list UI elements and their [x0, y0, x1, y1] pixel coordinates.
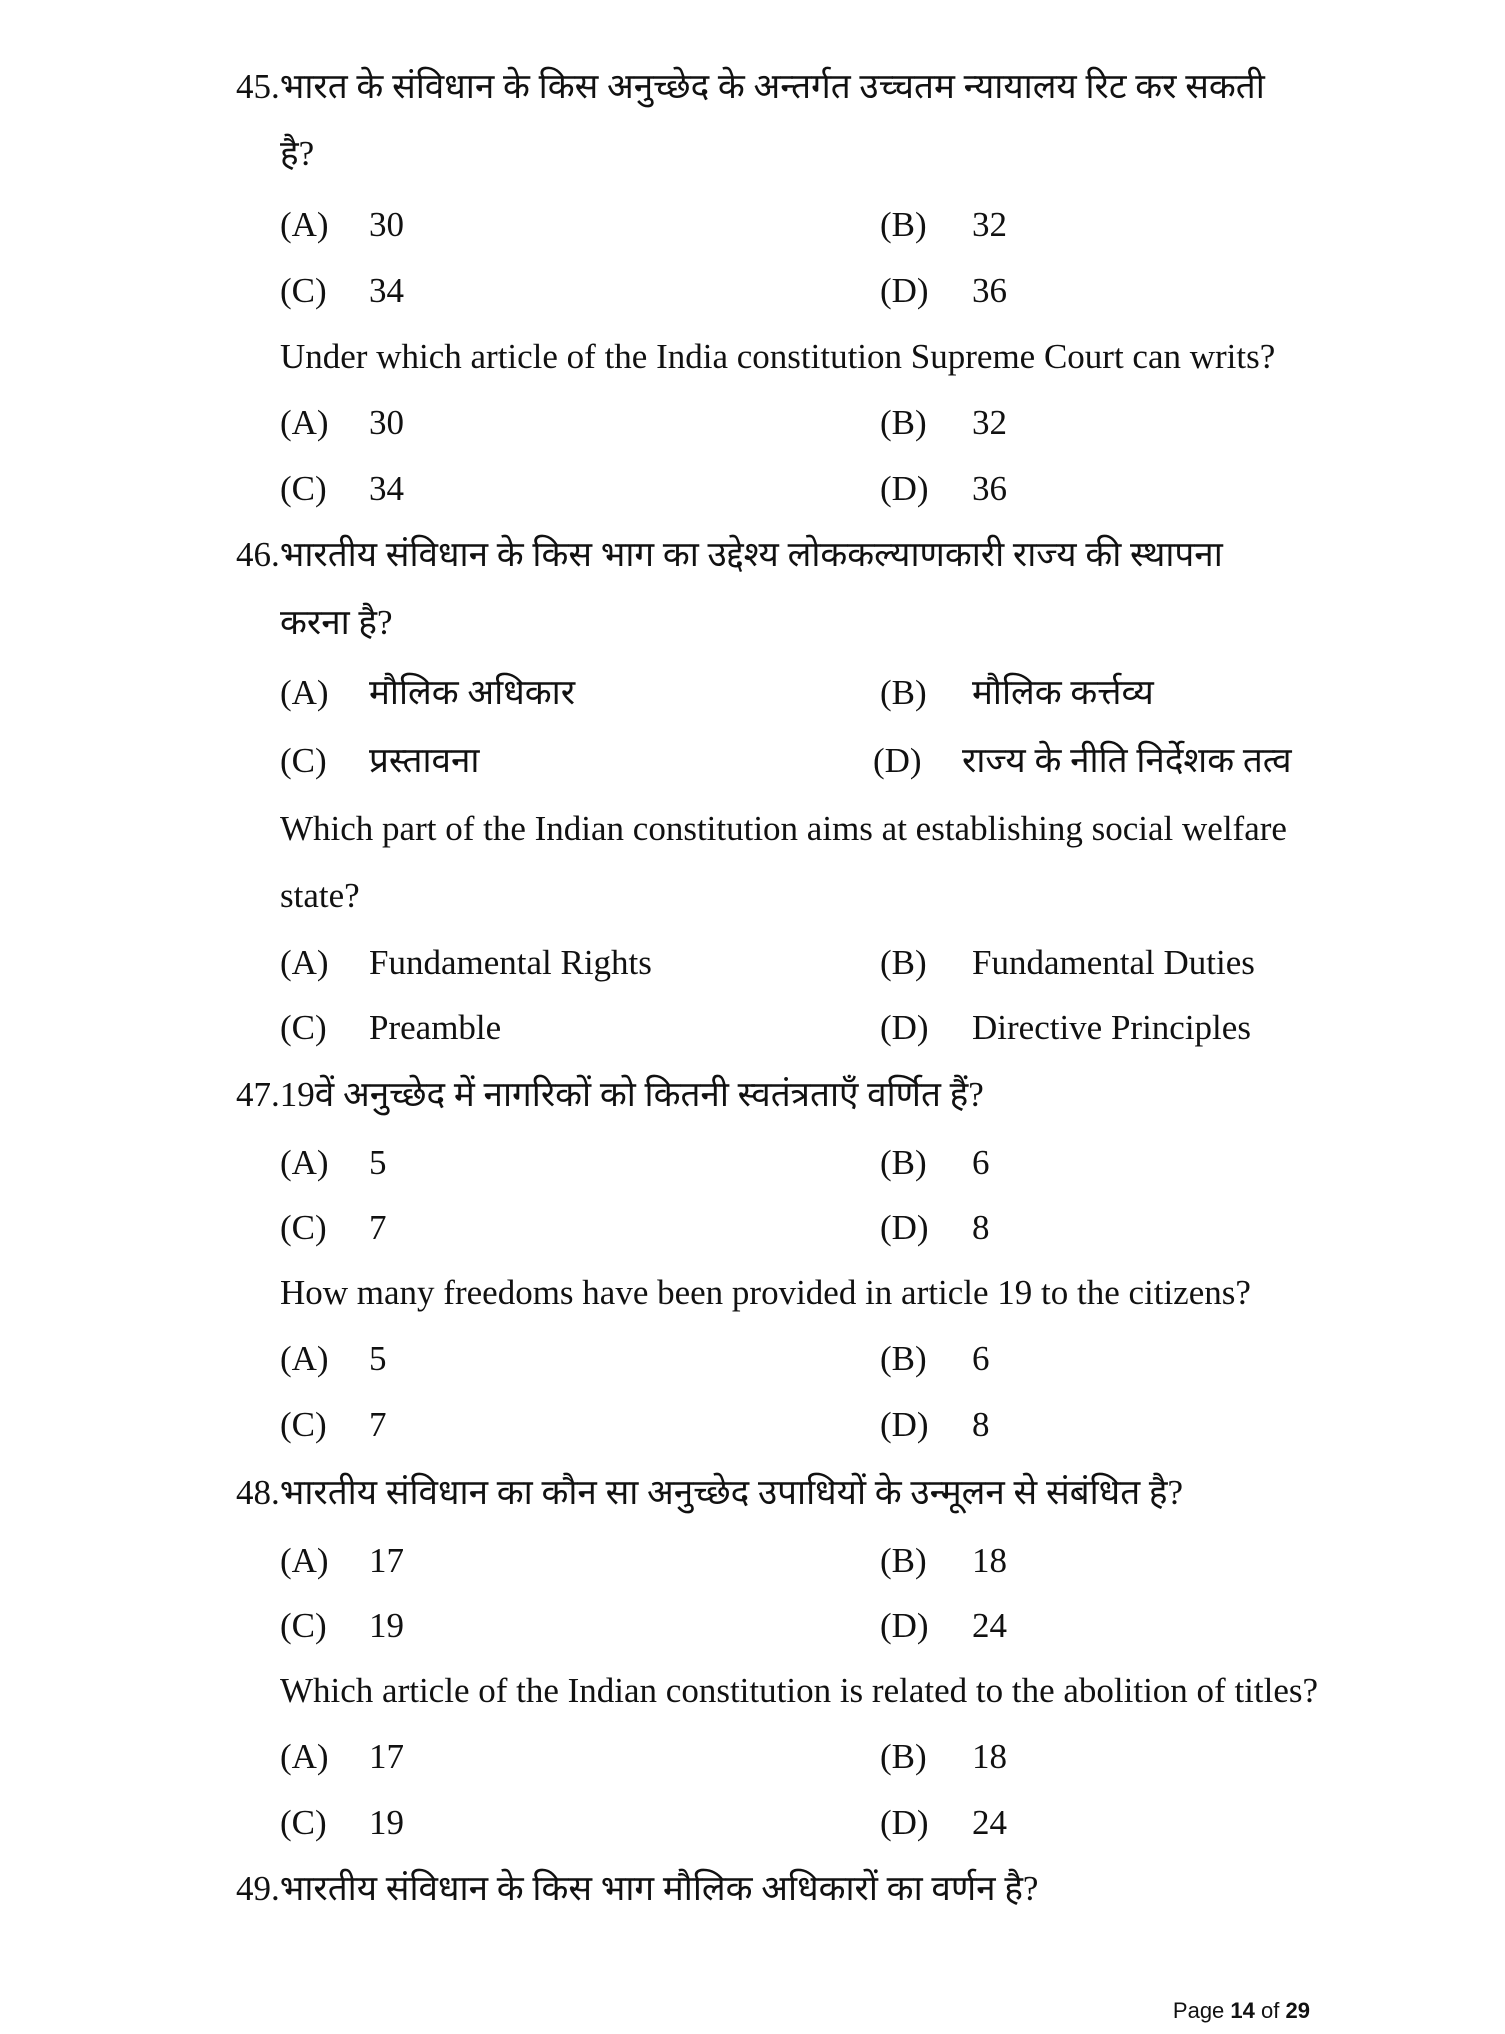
question-45-english: Under which article of the India constitution Supreme Court can writs? [280, 337, 1276, 376]
q47-en-option-b-label: (B) [880, 1339, 927, 1378]
question-46-english: Which part of the Indian constitution aims at establishing social welfare [280, 809, 1287, 848]
q47-hi-option-a-label: (A) [280, 1143, 329, 1182]
question-47-english: How many freedoms have been provided in article 19 to the citizens? [280, 1273, 1251, 1312]
q47-en-option-c-label: (C) [280, 1405, 327, 1444]
q45-en-option-d: 36 [972, 469, 1007, 508]
q45-hi-option-b-label: (B) [880, 205, 927, 244]
q46-hi-option-d: राज्य के नीति निर्देशक तत्व [962, 741, 1292, 780]
q48-en-option-d-label: (D) [880, 1803, 929, 1842]
q48-hi-option-c: 19 [369, 1606, 404, 1645]
q47-en-option-d: 8 [972, 1405, 990, 1444]
q46-en-option-d-label: (D) [880, 1008, 929, 1047]
q45-en-option-b-label: (B) [880, 403, 927, 442]
question-46-hindi: 46.भारतीय संविधान के किस भाग का उद्देश्य लोककल्याणकारी राज्य की स्थापना [236, 535, 1223, 574]
q48-hi-option-d: 24 [972, 1606, 1007, 1645]
q45-hi-option-a: 30 [369, 205, 404, 244]
q45-hi-option-d-label: (D) [880, 271, 929, 310]
question-46-hindi-cont: करना है? [280, 603, 393, 642]
q47-en-option-b: 6 [972, 1339, 990, 1378]
q47-en-option-d-label: (D) [880, 1405, 929, 1444]
q48-hi-option-a: 17 [369, 1541, 404, 1580]
q45-en-option-a-label: (A) [280, 403, 329, 442]
q48-en-option-b: 18 [972, 1737, 1007, 1776]
q45-en-option-c-label: (C) [280, 469, 327, 508]
q47-en-option-c: 7 [369, 1405, 387, 1444]
question-45-hindi: 45.भारत के संविधान के किस अनुच्छेद के अन्तर्गत उच्चतम न्यायालय रिट कर सकती [236, 67, 1265, 106]
q47-hi-option-c-label: (C) [280, 1208, 327, 1247]
page-current: 14 [1230, 1998, 1255, 2023]
q45-hi-option-c: 34 [369, 271, 404, 310]
q48-hi-option-b: 18 [972, 1541, 1007, 1580]
question-47-hindi: 47.19वें अनुच्छेद में नागरिकों को कितनी स्वतंत्रताएँ वर्णित हैं? [236, 1075, 984, 1114]
q47-en-option-a: 5 [369, 1339, 387, 1378]
q48-hi-option-b-label: (B) [880, 1541, 927, 1580]
q48-hi-option-a-label: (A) [280, 1541, 329, 1580]
q48-hi-option-c-label: (C) [280, 1606, 327, 1645]
q46-hi-option-d-label: (D) [873, 741, 922, 780]
q46-en-option-a: Fundamental Rights [369, 943, 652, 982]
q45-hi-option-d: 36 [972, 271, 1007, 310]
q47-hi-option-c: 7 [369, 1208, 387, 1247]
question-48-hindi: 48.भारतीय संविधान का कौन सा अनुच्छेद उपाधियों के उन्मूलन से संबंधित है? [236, 1473, 1184, 1512]
q46-en-option-a-label: (A) [280, 943, 329, 982]
q46-en-option-c-label: (C) [280, 1008, 327, 1047]
q45-hi-option-b: 32 [972, 205, 1007, 244]
q46-hi-option-c-label: (C) [280, 741, 327, 780]
q48-en-option-a: 17 [369, 1737, 404, 1776]
question-49-hindi: 49.भारतीय संविधान के किस भाग मौलिक अधिकारों का वर्णन है? [236, 1869, 1039, 1908]
q45-en-option-d-label: (D) [880, 469, 929, 508]
q48-en-option-c-label: (C) [280, 1803, 327, 1842]
q45-hi-option-c-label: (C) [280, 271, 327, 310]
q46-hi-option-a-label: (A) [280, 673, 329, 712]
q46-hi-option-c: प्रस्तावना [369, 741, 480, 780]
q48-en-option-c: 19 [369, 1803, 404, 1842]
q48-hi-option-d-label: (D) [880, 1606, 929, 1645]
q45-en-option-c: 34 [369, 469, 404, 508]
q46-hi-option-a: मौलिक अधिकार [369, 673, 576, 712]
question-46-english-cont: state? [280, 876, 360, 915]
q46-en-option-b: Fundamental Duties [972, 943, 1255, 982]
q45-en-option-b: 32 [972, 403, 1007, 442]
q45-hi-option-a-label: (A) [280, 205, 329, 244]
q47-hi-option-d: 8 [972, 1208, 990, 1247]
question-48-english: Which article of the Indian constitution is related to the abolition of titles? [280, 1671, 1319, 1710]
page-of: of [1261, 1998, 1280, 2023]
q47-hi-option-b: 6 [972, 1143, 990, 1182]
q47-en-option-a-label: (A) [280, 1339, 329, 1378]
page-prefix: Page [1172, 1998, 1225, 2023]
q46-en-option-b-label: (B) [880, 943, 927, 982]
q45-en-option-a: 30 [369, 403, 404, 442]
page-number [1173, 1997, 1310, 2025]
question-45-hindi-cont: है? [280, 134, 315, 173]
q46-en-option-c: Preamble [369, 1008, 502, 1047]
page-total: 29 [1285, 1998, 1310, 2023]
q47-hi-option-a: 5 [369, 1143, 387, 1182]
q47-hi-option-b-label: (B) [880, 1143, 927, 1182]
q48-en-option-a-label: (A) [280, 1737, 329, 1776]
q46-en-option-d: Directive Principles [972, 1008, 1251, 1047]
q48-en-option-b-label: (B) [880, 1737, 927, 1776]
q48-en-option-d: 24 [972, 1803, 1007, 1842]
q47-hi-option-d-label: (D) [880, 1208, 929, 1247]
q46-hi-option-b: मौलिक कर्त्तव्य [972, 673, 1154, 712]
q46-hi-option-b-label: (B) [880, 673, 927, 712]
